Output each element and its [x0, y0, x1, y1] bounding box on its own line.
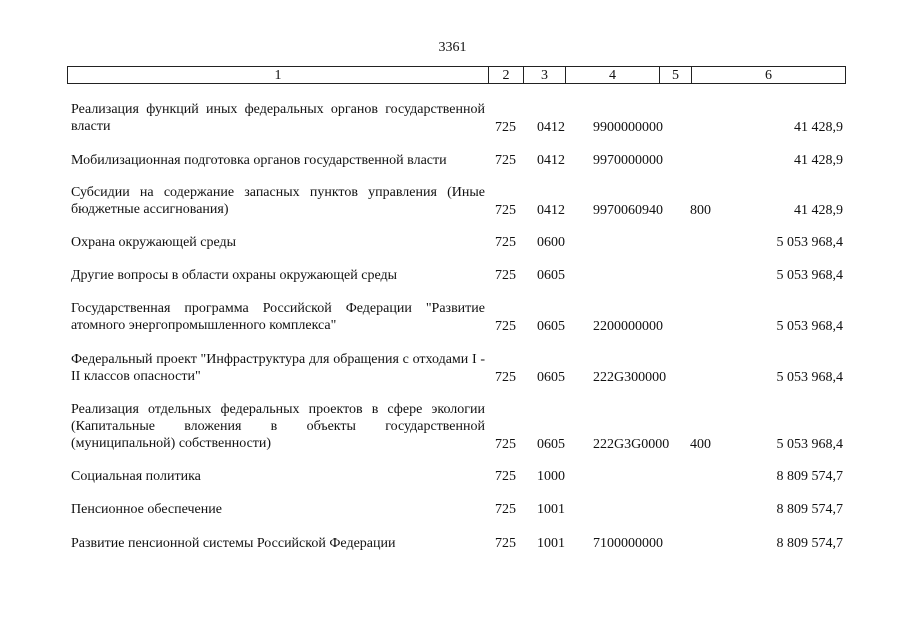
- row-col-2: 725: [495, 437, 516, 452]
- row-col-2: 725: [495, 235, 516, 250]
- row-col-6: 5 053 968,4: [776, 268, 843, 283]
- row-col-4: 2200000000: [593, 319, 663, 334]
- row-name: Охрана окружающей среды: [71, 235, 237, 250]
- row-col-3: 0605: [537, 268, 565, 283]
- row-col-2: 725: [495, 502, 516, 517]
- row-col-3: 0605: [537, 370, 565, 385]
- row-col-4: 9970060940: [593, 203, 663, 218]
- row-col-3: 0605: [537, 437, 565, 452]
- row-col-4: 222G3G0000: [593, 437, 670, 452]
- row-col-2: 725: [495, 469, 516, 484]
- row-col-3: 0412: [537, 203, 565, 218]
- row-col-3: 1001: [537, 502, 565, 517]
- row-col-6: 8 809 574,7: [776, 502, 843, 517]
- row-col-4: 222G300000: [593, 370, 667, 385]
- row-col-6: 5 053 968,4: [776, 319, 843, 334]
- row-col-3: 0600: [537, 235, 565, 250]
- row-name: Реализация отдельных федеральных проектов в сфере экологии (Капитальные вложения в объекты государственной (муниципальной) собственности): [71, 402, 485, 451]
- row-name: Пенсионное обеспечение: [71, 502, 222, 517]
- row-col-5: 400: [690, 437, 711, 452]
- row-name: Государственная программа Российской Федерации "Развитие атомного энергопромышленного комплекса": [71, 301, 485, 333]
- column-header-6: 6: [691, 67, 845, 83]
- row-col-3: 1000: [537, 469, 565, 484]
- row-col-2: 725: [495, 370, 516, 385]
- row-col-6: 41 428,9: [794, 153, 843, 168]
- column-header-5: 5: [659, 67, 691, 83]
- row-name: Развитие пенсионной системы Российской Федерации: [71, 536, 396, 551]
- row-col-3: 0605: [537, 319, 565, 334]
- row-col-2: 725: [495, 319, 516, 334]
- row-name: Другие вопросы в области охраны окружающей среды: [71, 268, 397, 283]
- row-col-2: 725: [495, 536, 516, 551]
- row-col-6: 5 053 968,4: [776, 437, 843, 452]
- row-name: Реализация функций иных федеральных органов государственной власти: [71, 102, 485, 134]
- row-col-3: 0412: [537, 153, 565, 168]
- row-col-4: 9900000000: [593, 120, 663, 135]
- column-header-3: 3: [523, 67, 565, 83]
- row-name: Социальная политика: [71, 469, 201, 484]
- row-col-6: 41 428,9: [794, 120, 843, 135]
- column-header-1: 1: [274, 68, 282, 83]
- column-header-4: 4: [565, 67, 659, 83]
- row-col-2: 725: [495, 203, 516, 218]
- row-col-2: 725: [495, 268, 516, 283]
- column-header-2: 2: [488, 67, 523, 83]
- row-col-2: 725: [495, 120, 516, 135]
- row-col-6: 41 428,9: [794, 203, 843, 218]
- row-col-5: 800: [690, 203, 711, 218]
- row-col-6: 8 809 574,7: [776, 536, 843, 551]
- row-col-6: 8 809 574,7: [776, 469, 843, 484]
- row-col-4: 9970000000: [593, 153, 663, 168]
- row-col-6: 5 053 968,4: [776, 235, 843, 250]
- row-col-4: 7100000000: [593, 536, 663, 551]
- row-name: Субсидии на содержание запасных пунктов управления (Иные бюджетные ассигнования): [71, 185, 485, 217]
- row-col-6: 5 053 968,4: [776, 370, 843, 385]
- row-name: Мобилизационная подготовка органов государственной власти: [71, 153, 447, 168]
- row-name: Федеральный проект "Инфраструктура для обращения с отходами I - II классов опасности": [71, 352, 485, 384]
- row-col-3: 1001: [537, 536, 565, 551]
- page-number: 3361: [438, 40, 467, 55]
- row-col-2: 725: [495, 153, 516, 168]
- row-col-3: 0412: [537, 120, 565, 135]
